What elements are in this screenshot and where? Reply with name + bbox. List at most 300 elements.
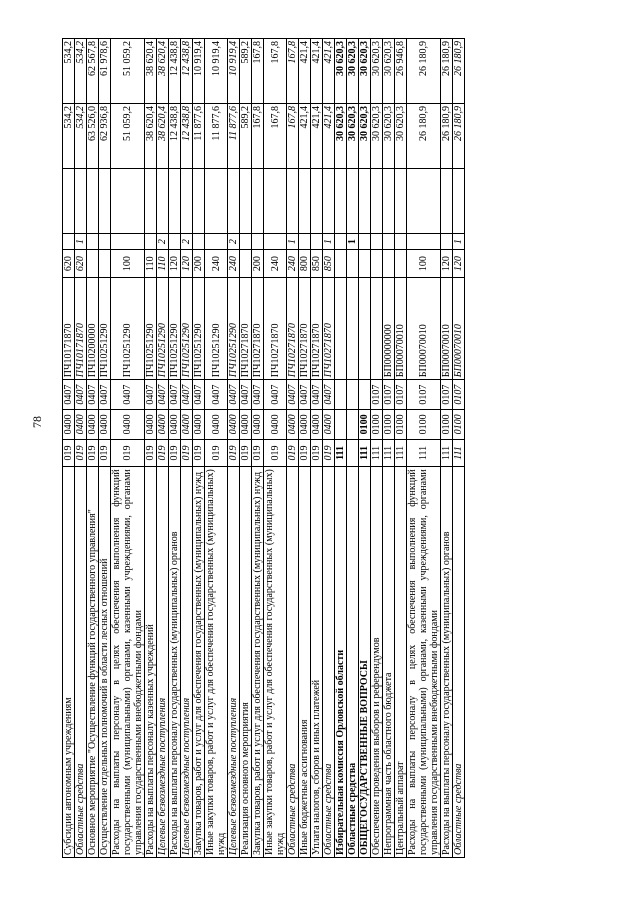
table-row bbox=[75, 39, 87, 858]
source-code bbox=[111, 233, 145, 250]
expense-type-code: 120 bbox=[169, 250, 181, 278]
section-code: 0400 bbox=[169, 409, 181, 439]
amount-blank bbox=[63, 168, 75, 233]
amount-year-3: 62 567,8 bbox=[87, 39, 99, 104]
admin-code: 019 bbox=[87, 439, 99, 467]
expense-type-code bbox=[383, 250, 395, 278]
subsection-code: 0407 bbox=[193, 380, 205, 410]
section-code: 0400 bbox=[323, 409, 335, 439]
amount-year-2: 589,2 bbox=[240, 104, 252, 169]
admin-code: 019 bbox=[240, 439, 252, 467]
budget-table-rotated bbox=[62, 38, 582, 858]
amount-blank bbox=[441, 168, 453, 233]
expense-type-code: 100 bbox=[111, 250, 145, 278]
amount-blank bbox=[205, 168, 228, 233]
subsection-code: 0407 bbox=[157, 380, 169, 410]
amount-year-3: 10 919,4 bbox=[205, 39, 228, 104]
section-code: 0400 bbox=[145, 409, 157, 439]
amount-year-2: 30 620,3 bbox=[395, 104, 407, 169]
amount-year-3: 10 919,4 bbox=[228, 39, 240, 104]
expense-type-code bbox=[359, 250, 371, 278]
table-row bbox=[63, 39, 75, 858]
subsection-code: 0407 bbox=[87, 380, 99, 410]
target-article-code: ПЧ10171870 bbox=[75, 277, 87, 379]
source-code bbox=[441, 233, 453, 250]
amount-blank bbox=[311, 168, 323, 233]
source-code bbox=[407, 233, 441, 250]
expense-type-code: 120 bbox=[453, 250, 465, 278]
subsection-code bbox=[335, 380, 347, 410]
table-row bbox=[323, 39, 335, 858]
admin-code: 111 bbox=[383, 439, 395, 467]
table-row bbox=[359, 39, 371, 858]
row-name: Иные закупки товаров, работ и услуг для обеспечения государственных (муниципальных) нужд bbox=[264, 467, 287, 858]
source-code bbox=[395, 233, 407, 250]
section-code: 0400 bbox=[193, 409, 205, 439]
row-name: Расходы на выплаты персоналу в целях обеспечения выполнения функций государственными (муниципальными) органами, казенными учреждениями, органами управления государственными внебюджетными фондами bbox=[111, 467, 145, 858]
expense-type-code: 620 bbox=[63, 250, 75, 278]
admin-code: 019 bbox=[228, 439, 240, 467]
subsection-code: 0407 bbox=[169, 380, 181, 410]
subsection-code bbox=[347, 380, 359, 410]
source-code bbox=[299, 233, 311, 250]
target-article-code: БП00070010 bbox=[395, 277, 407, 379]
subsection-code: 0107 bbox=[383, 380, 395, 410]
admin-code: 019 bbox=[205, 439, 228, 467]
row-name: Целевые безвозмездные поступления bbox=[228, 467, 240, 858]
amount-blank bbox=[228, 168, 240, 233]
table-row bbox=[453, 39, 465, 858]
amount-blank bbox=[347, 168, 359, 233]
table-row bbox=[347, 39, 359, 858]
row-name: Реализация основного мероприятия bbox=[240, 467, 252, 858]
admin-code: 019 bbox=[193, 439, 205, 467]
amount-year-3: 51 059,2 bbox=[111, 39, 145, 104]
source-code bbox=[99, 233, 111, 250]
source-code bbox=[383, 233, 395, 250]
admin-code: 111 bbox=[335, 439, 347, 467]
target-article-code: БП00070010 bbox=[407, 277, 441, 379]
amount-blank bbox=[87, 168, 99, 233]
table-row bbox=[240, 39, 252, 858]
amount-year-2: 11 877,6 bbox=[205, 104, 228, 169]
admin-code: 019 bbox=[311, 439, 323, 467]
amount-year-2: 30 620,3 bbox=[335, 104, 347, 169]
source-code bbox=[359, 233, 371, 250]
table-row bbox=[407, 39, 441, 858]
amount-blank bbox=[453, 168, 465, 233]
section-code: 0100 bbox=[371, 409, 383, 439]
table-row bbox=[111, 39, 145, 858]
target-article-code bbox=[335, 277, 347, 379]
amount-year-3: 421,4 bbox=[323, 39, 335, 104]
amount-blank bbox=[323, 168, 335, 233]
table-row bbox=[264, 39, 287, 858]
amount-blank bbox=[264, 168, 287, 233]
source-code: 1 bbox=[75, 233, 87, 250]
amount-year-3: 421,4 bbox=[299, 39, 311, 104]
subsection-code: 0107 bbox=[395, 380, 407, 410]
target-article-code: ПЧ10171870 bbox=[63, 277, 75, 379]
row-name: Областные средства bbox=[347, 467, 359, 858]
amount-blank bbox=[145, 168, 157, 233]
row-name: Областные средства bbox=[75, 467, 87, 858]
source-code: 1 bbox=[287, 233, 299, 250]
subsection-code: 0407 bbox=[311, 380, 323, 410]
source-code bbox=[193, 233, 205, 250]
row-name: Расходы на выплаты персоналу казенных учреждений bbox=[145, 467, 157, 858]
expense-type-code: 200 bbox=[252, 250, 264, 278]
expense-type-code bbox=[395, 250, 407, 278]
section-code: 0400 bbox=[228, 409, 240, 439]
amount-blank bbox=[407, 168, 441, 233]
expense-type-code bbox=[347, 250, 359, 278]
amount-year-3: 534,2 bbox=[75, 39, 87, 104]
target-article-code: ПЧ10251290 bbox=[193, 277, 205, 379]
expense-type-code: 100 bbox=[407, 250, 441, 278]
row-name: Обеспечение проведения выборов и референдумов bbox=[371, 467, 383, 858]
amount-year-2: 421,4 bbox=[299, 104, 311, 169]
table-row bbox=[205, 39, 228, 858]
amount-year-3: 167,8 bbox=[252, 39, 264, 104]
amount-blank bbox=[359, 168, 371, 233]
source-code bbox=[240, 233, 252, 250]
amount-blank bbox=[75, 168, 87, 233]
amount-year-3: 534,2 bbox=[63, 39, 75, 104]
target-article-code: БП00000000 bbox=[383, 277, 395, 379]
table-row bbox=[145, 39, 157, 858]
budget-table-body bbox=[63, 39, 465, 858]
section-code: 0400 bbox=[157, 409, 169, 439]
admin-code: 111 bbox=[359, 439, 371, 467]
table-row bbox=[383, 39, 395, 858]
expense-type-code bbox=[240, 250, 252, 278]
subsection-code: 0407 bbox=[205, 380, 228, 410]
amount-year-2: 38 620,4 bbox=[157, 104, 169, 169]
section-code: 0400 bbox=[311, 409, 323, 439]
subsection-code: 0407 bbox=[145, 380, 157, 410]
admin-code: 019 bbox=[181, 439, 193, 467]
amount-year-2: 26 180,9 bbox=[441, 104, 453, 169]
subsection-code: 0107 bbox=[441, 380, 453, 410]
admin-code: 019 bbox=[111, 439, 145, 467]
expense-type-code: 120 bbox=[441, 250, 453, 278]
amount-blank bbox=[169, 168, 181, 233]
table-row bbox=[287, 39, 299, 858]
row-name: Субсидии автономным учреждениям bbox=[63, 467, 75, 858]
subsection-code: 0107 bbox=[371, 380, 383, 410]
amount-blank bbox=[335, 168, 347, 233]
amount-blank bbox=[299, 168, 311, 233]
row-name: ОБЩЕГОСУДАРСТВЕННЫЕ ВОПРОСЫ bbox=[359, 467, 371, 858]
table-row bbox=[371, 39, 383, 858]
amount-year-3: 30 620,3 bbox=[359, 39, 371, 104]
expense-type-code: 620 bbox=[75, 250, 87, 278]
row-name: Центральный аппарат bbox=[395, 467, 407, 858]
row-name: Закупка товаров, работ и услуг для обеспечения государственных (муниципальных) нужд bbox=[193, 467, 205, 858]
section-code: 0100 bbox=[383, 409, 395, 439]
amount-year-2: 26 180,9 bbox=[453, 104, 465, 169]
amount-year-3: 30 620,3 bbox=[371, 39, 383, 104]
admin-code: 019 bbox=[157, 439, 169, 467]
section-code: 0100 bbox=[407, 409, 441, 439]
amount-year-2: 167,8 bbox=[264, 104, 287, 169]
row-name: Закупка товаров, работ и услуг для обеспечения государственных (муниципальных) нужд bbox=[252, 467, 264, 858]
table-row bbox=[252, 39, 264, 858]
row-name: Уплата налогов, сборов и иных платежей bbox=[311, 467, 323, 858]
section-code: 0400 bbox=[63, 409, 75, 439]
target-article-code: ПЧ10271870 bbox=[299, 277, 311, 379]
row-name: Областные средства bbox=[453, 467, 465, 858]
amount-year-2: 534,2 bbox=[63, 104, 75, 169]
amount-blank bbox=[240, 168, 252, 233]
section-code: 0400 bbox=[75, 409, 87, 439]
amount-blank bbox=[99, 168, 111, 233]
amount-year-2: 167,8 bbox=[252, 104, 264, 169]
amount-year-3: 12 438,8 bbox=[169, 39, 181, 104]
expense-type-code: 120 bbox=[181, 250, 193, 278]
target-article-code: ПЧ10251290 bbox=[99, 277, 111, 379]
subsection-code: 0107 bbox=[453, 380, 465, 410]
source-code bbox=[371, 233, 383, 250]
amount-year-3: 421,4 bbox=[311, 39, 323, 104]
subsection-code: 0407 bbox=[111, 380, 145, 410]
table-row bbox=[169, 39, 181, 858]
section-code: 0400 bbox=[87, 409, 99, 439]
target-article-code: ПЧ10251290 bbox=[157, 277, 169, 379]
target-article-code: ПЧ10271870 bbox=[264, 277, 287, 379]
table-row bbox=[181, 39, 193, 858]
amount-year-3: 12 438,8 bbox=[181, 39, 193, 104]
amount-blank bbox=[371, 168, 383, 233]
row-name: Областные средства bbox=[287, 467, 299, 858]
amount-year-3: 167,8 bbox=[287, 39, 299, 104]
source-code: 2 bbox=[228, 233, 240, 250]
table-row bbox=[193, 39, 205, 858]
subsection-code: 0407 bbox=[287, 380, 299, 410]
source-code bbox=[169, 233, 181, 250]
amount-year-2: 30 620,3 bbox=[383, 104, 395, 169]
row-name: Расходы на выплаты персоналу государственных (муниципальных) органов bbox=[169, 467, 181, 858]
expense-type-code bbox=[371, 250, 383, 278]
source-code bbox=[87, 233, 99, 250]
expense-type-code: 110 bbox=[145, 250, 157, 278]
source-code: 1 bbox=[453, 233, 465, 250]
amount-year-3: 38 620,4 bbox=[157, 39, 169, 104]
amount-year-2: 62 936,8 bbox=[99, 104, 111, 169]
amount-year-2: 534,2 bbox=[75, 104, 87, 169]
subsection-code: 0407 bbox=[75, 380, 87, 410]
subsection-code: 0407 bbox=[323, 380, 335, 410]
section-code: 0400 bbox=[252, 409, 264, 439]
admin-code: 111 bbox=[453, 439, 465, 467]
amount-blank bbox=[193, 168, 205, 233]
subsection-code: 0407 bbox=[252, 380, 264, 410]
subsection-code: 0407 bbox=[63, 380, 75, 410]
source-code bbox=[335, 233, 347, 250]
amount-blank bbox=[157, 168, 169, 233]
target-article-code: ПЧ10251290 bbox=[145, 277, 157, 379]
row-name: Областные средства bbox=[323, 467, 335, 858]
amount-year-3: 26 180,9 bbox=[407, 39, 441, 104]
section-code: 0100 bbox=[453, 409, 465, 439]
amount-year-2: 11 877,6 bbox=[228, 104, 240, 169]
amount-year-3: 26 180,9 bbox=[441, 39, 453, 104]
amount-year-2: 30 620,3 bbox=[359, 104, 371, 169]
amount-year-2: 26 180,9 bbox=[407, 104, 441, 169]
admin-code: 019 bbox=[99, 439, 111, 467]
section-code: 0400 bbox=[181, 409, 193, 439]
expense-type-code: 200 bbox=[193, 250, 205, 278]
source-code bbox=[145, 233, 157, 250]
section-code bbox=[335, 409, 347, 439]
section-code: 0100 bbox=[441, 409, 453, 439]
source-code bbox=[252, 233, 264, 250]
source-code: 1 bbox=[347, 233, 359, 250]
subsection-code: 0407 bbox=[181, 380, 193, 410]
expense-type-code: 240 bbox=[228, 250, 240, 278]
expense-type-code: 850 bbox=[311, 250, 323, 278]
expense-type-code: 240 bbox=[264, 250, 287, 278]
source-code bbox=[63, 233, 75, 250]
table-row bbox=[395, 39, 407, 858]
target-article-code: ПЧ10251290 bbox=[205, 277, 228, 379]
section-code: 0400 bbox=[99, 409, 111, 439]
section-code bbox=[347, 409, 359, 439]
table-row bbox=[299, 39, 311, 858]
target-article-code: БП00070010 bbox=[453, 277, 465, 379]
row-name: Осуществление отдельных полномочий в области лесных отношений bbox=[99, 467, 111, 858]
row-name: Иные закупки товаров, работ и услуг для обеспечения государственных (муниципальных) нужд bbox=[205, 467, 228, 858]
target-article-code: ПЧ10271870 bbox=[311, 277, 323, 379]
section-code: 0400 bbox=[240, 409, 252, 439]
admin-code: 019 bbox=[252, 439, 264, 467]
expense-type-code bbox=[99, 250, 111, 278]
amount-blank bbox=[383, 168, 395, 233]
amount-year-2: 51 059,2 bbox=[111, 104, 145, 169]
expense-type-code bbox=[335, 250, 347, 278]
section-code: 0400 bbox=[205, 409, 228, 439]
row-name: Расходы на выплаты персоналу государственных (муниципальных) органов bbox=[441, 467, 453, 858]
amount-year-3: 30 620,3 bbox=[347, 39, 359, 104]
amount-year-3: 38 620,4 bbox=[145, 39, 157, 104]
amount-year-2: 30 620,3 bbox=[347, 104, 359, 169]
table-row bbox=[99, 39, 111, 858]
amount-year-2: 30 620,3 bbox=[371, 104, 383, 169]
section-code: 0400 bbox=[111, 409, 145, 439]
table-row bbox=[441, 39, 453, 858]
expense-type-code: 240 bbox=[287, 250, 299, 278]
target-article-code: ПЧ10251290 bbox=[181, 277, 193, 379]
target-article-code: ПЧ10251290 bbox=[111, 277, 145, 379]
table-row bbox=[311, 39, 323, 858]
section-code: 0100 bbox=[395, 409, 407, 439]
target-article-code: ПЧ10251290 bbox=[228, 277, 240, 379]
subsection-code: 0407 bbox=[299, 380, 311, 410]
target-article-code bbox=[359, 277, 371, 379]
admin-code: 019 bbox=[323, 439, 335, 467]
admin-code: 019 bbox=[169, 439, 181, 467]
source-code bbox=[264, 233, 287, 250]
amount-year-2: 38 620,4 bbox=[145, 104, 157, 169]
target-article-code: БП00070010 bbox=[441, 277, 453, 379]
expense-type-code: 850 bbox=[323, 250, 335, 278]
amount-year-2: 167,8 bbox=[287, 104, 299, 169]
target-article-code bbox=[347, 277, 359, 379]
amount-year-2: 11 877,6 bbox=[193, 104, 205, 169]
expense-type-code: 800 bbox=[299, 250, 311, 278]
admin-code: 111 bbox=[371, 439, 383, 467]
target-article-code: ПЧ10271870 bbox=[240, 277, 252, 379]
source-code: 2 bbox=[181, 233, 193, 250]
expense-type-code: 110 bbox=[157, 250, 169, 278]
source-code bbox=[205, 233, 228, 250]
row-name: Избирательная комиссия Орловской области bbox=[335, 467, 347, 858]
expense-type-code bbox=[87, 250, 99, 278]
source-code: 1 bbox=[323, 233, 335, 250]
target-article-code: ПЧ10271870 bbox=[287, 277, 299, 379]
row-name: Расходы на выплаты персоналу в целях обеспечения выполнения функций государственными (муниципальными) органами, казенными учреждениями, органами управления государственными внебюджетными фондами bbox=[407, 467, 441, 858]
amount-year-2: 421,4 bbox=[323, 104, 335, 169]
amount-year-2: 12 438,8 bbox=[181, 104, 193, 169]
admin-code: 019 bbox=[75, 439, 87, 467]
table-row bbox=[87, 39, 99, 858]
section-code: 0400 bbox=[287, 409, 299, 439]
subsection-code: 0407 bbox=[99, 380, 111, 410]
admin-code: 019 bbox=[264, 439, 287, 467]
source-code bbox=[311, 233, 323, 250]
section-code: 0400 bbox=[299, 409, 311, 439]
table-row bbox=[228, 39, 240, 858]
subsection-code: 0107 bbox=[407, 380, 441, 410]
admin-code: 111 bbox=[441, 439, 453, 467]
admin-code: 111 bbox=[395, 439, 407, 467]
section-code: 0400 bbox=[264, 409, 287, 439]
amount-year-3: 30 620,3 bbox=[383, 39, 395, 104]
admin-code: 111 bbox=[407, 439, 441, 467]
table-row bbox=[335, 39, 347, 858]
row-name: Основное мероприятие "Осуществление функций государственного управления" bbox=[87, 467, 99, 858]
amount-blank bbox=[111, 168, 145, 233]
subsection-code: 0407 bbox=[228, 380, 240, 410]
admin-code bbox=[347, 439, 359, 467]
target-article-code: ПЧ10271870 bbox=[323, 277, 335, 379]
amount-blank bbox=[395, 168, 407, 233]
amount-year-3: 26 180,9 bbox=[453, 39, 465, 104]
page-number: 78 bbox=[30, 416, 44, 428]
amount-year-3: 61 978,6 bbox=[99, 39, 111, 104]
amount-year-3: 10 919,4 bbox=[193, 39, 205, 104]
row-name: Непрограммная часть областного бюджета bbox=[383, 467, 395, 858]
admin-code: 019 bbox=[287, 439, 299, 467]
amount-year-3: 26 946,8 bbox=[395, 39, 407, 104]
target-article-code: ПЧ10271870 bbox=[252, 277, 264, 379]
amount-blank bbox=[252, 168, 264, 233]
amount-year-3: 167,8 bbox=[264, 39, 287, 104]
expense-type-code: 240 bbox=[205, 250, 228, 278]
row-name: Иные бюджетные ассигнования bbox=[299, 467, 311, 858]
target-article-code bbox=[371, 277, 383, 379]
amount-year-2: 12 438,8 bbox=[169, 104, 181, 169]
table-row bbox=[157, 39, 169, 858]
amount-year-3: 589,2 bbox=[240, 39, 252, 104]
target-article-code: ПЧ10251290 bbox=[169, 277, 181, 379]
row-name: Целевые безвозмездные поступления bbox=[181, 467, 193, 858]
section-code: 0100 bbox=[359, 409, 371, 439]
row-name: Целевые безвозмездные поступления bbox=[157, 467, 169, 858]
budget-table bbox=[62, 38, 465, 858]
admin-code: 019 bbox=[299, 439, 311, 467]
